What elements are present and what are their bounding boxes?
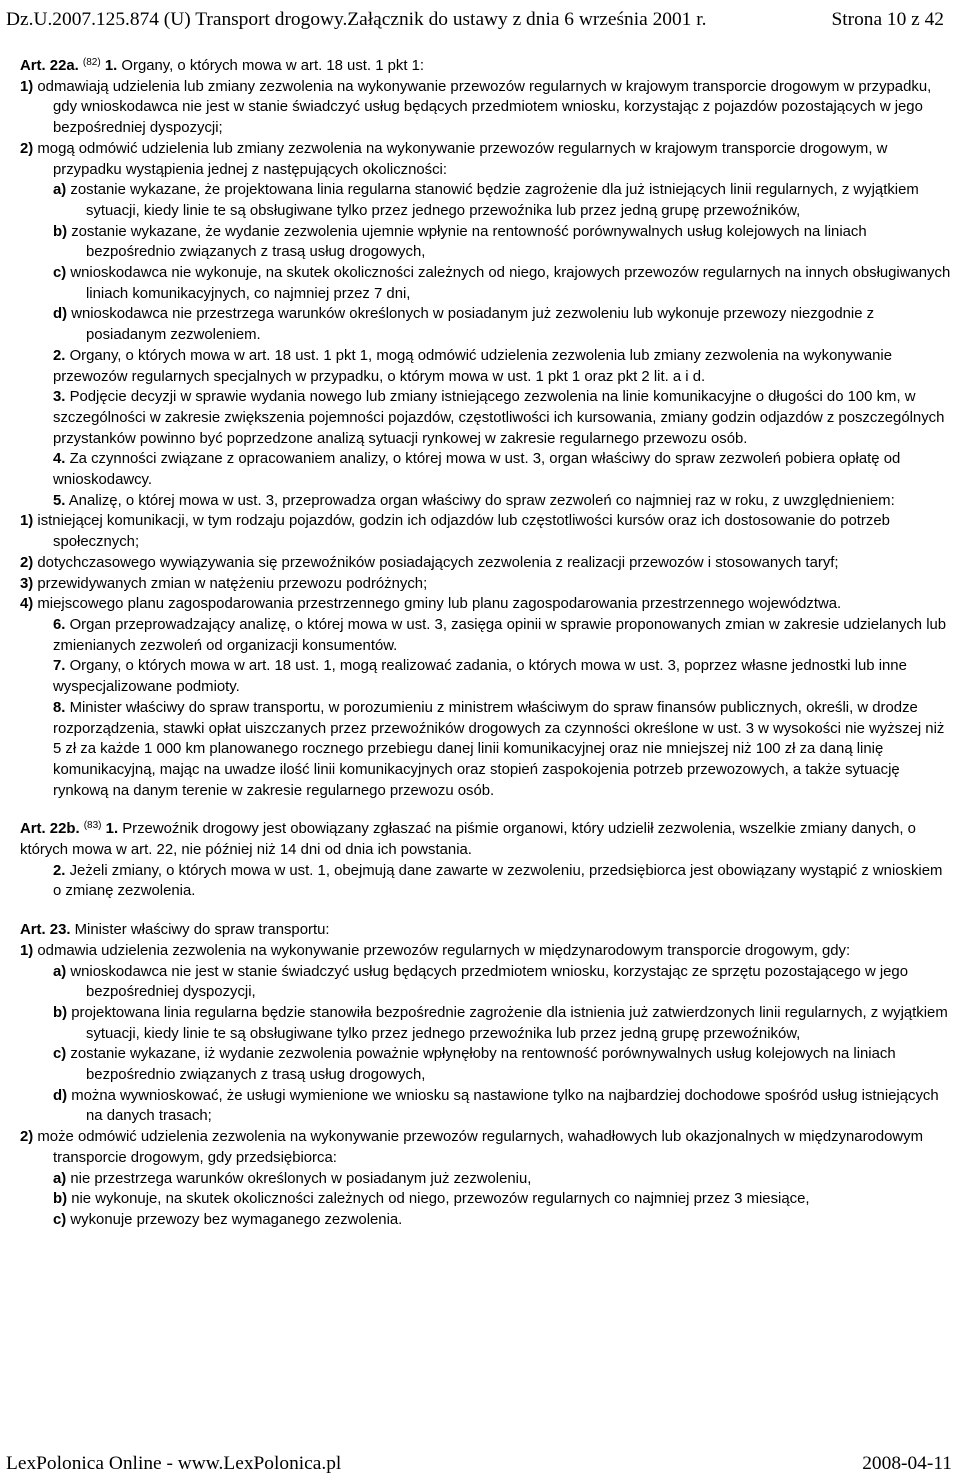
- letter-c: [20, 1210, 952, 1231]
- ust-number: 2.: [53, 862, 66, 879]
- ust-number: 7.: [53, 658, 66, 675]
- point-text: mogą odmówić udzielenia lub zmiany zezwolenia na wykonywanie przewozów regularnych w krajowym transporcie drogowym, w przypadku wystąpienia jednej z następujących okoliczności:: [37, 140, 888, 178]
- ust-6: [20, 615, 952, 656]
- page-number: Strona 10 z 42: [831, 9, 944, 30]
- ust-number: 4.: [53, 451, 66, 468]
- point-text: dotychczasowego wywiązywania się przewoźników posiadających zezwolenia z realizacji przewozów i stosowanych taryf;: [37, 554, 839, 571]
- ust-number: 6.: [53, 616, 66, 633]
- ust-4: [20, 449, 952, 490]
- ust-number: 8.: [53, 699, 66, 716]
- ust-number: 2.: [53, 347, 66, 364]
- letter-number: a): [53, 1170, 67, 1187]
- point-text: odmawia udzielenia zezwolenia na wykonywanie przewozów regularnych w międzynarodowym transporcie drogowym, gdy:: [37, 942, 851, 959]
- letter-b: [20, 222, 952, 263]
- letter-number: a): [53, 963, 67, 980]
- ust-text: Jeżeli zmiany, o których mowa w ust. 1, obejmują dane zawarte w zezwoleniu, przedsiębiorca jest obowiązany wystąpić z wnioskiem o zmianę zezwolenia.: [53, 862, 943, 900]
- ust-text: Organy, o których mowa w art. 18 ust. 1 pkt 1:: [121, 58, 425, 74]
- letter-number: b): [53, 1191, 68, 1208]
- letter-text: zostanie wykazane, że wydanie zezwolenia ujemnie wpłynie na rentowność porównywalnych usług kolejowych na liniach bezpośrednio związanych z trasą usług drogowych,: [71, 223, 867, 261]
- letter-text: wnioskodawca nie jest w stanie świadczyć usług będących przedmiotem wniosku, korzystając ze sprzętu pozostającego w jego bezpośredniej dyspozycji,: [70, 963, 908, 1001]
- point-text: może odmówić udzielenia zezwolenia na wykonywanie przewozów regularnych, wahadłowych lub okazjonalnych w międzynarodowym transporcie drogowym, gdy przedsiębiorca:: [37, 1129, 923, 1166]
- ust-text: Organy, o których mowa w art. 18 ust. 1 pkt 1, mogą odmówić udzielenia zezwolenia lub zmiany zezwolenia na wykonywanie przewozów regularnych specjalnych w przypadku, o którym mowa w ust. 1 pkt 1 oraz pkt 2 lit. a i d.: [53, 347, 892, 385]
- footnote-ref: (83): [83, 820, 102, 832]
- document-body: [20, 56, 952, 1231]
- point-2: [20, 553, 952, 574]
- letter-text: zostanie wykazane, że projektowana linia regularna stanowić będzie zagrożenie dla już istniejących linii regularnych, z wyjątkiem sytuacji, kiedy linie te są obsługiwane tylko przez jednego przewoźnika lub przez jedną grupę przewoźników,: [70, 182, 919, 219]
- letter-number: c): [53, 1046, 67, 1063]
- letter-text: wnioskodawca nie wykonuje, na skutek okoliczności zależnych od niego, krajowych przewozów regularnych na innych obsługiwanych liniach komunikacyjnych, co najmniej przez 7 dni,: [70, 265, 951, 302]
- letter-number: c): [53, 265, 67, 282]
- letter-d: [20, 304, 952, 345]
- point-1: [20, 941, 952, 962]
- ust-5: [20, 491, 952, 512]
- point-number: 1): [20, 513, 34, 530]
- ust-text: Przewoźnik drogowy jest obowiązany zgłaszać na piśmie organowi, który udzielił zezwolenia, wszelkie zmiany danych, o których mowa w art. 22, nie później niż 14 dni od dnia ich powstania.: [20, 821, 916, 859]
- article-number: Art. 23.: [20, 922, 71, 939]
- letter-b: [20, 1003, 952, 1044]
- letter-number: b): [53, 1004, 68, 1021]
- ust-7: [20, 656, 952, 697]
- ust-2: [20, 346, 952, 387]
- art-22b-heading: [20, 819, 952, 860]
- ust-3: [20, 387, 952, 449]
- letter-number: c): [53, 1211, 67, 1228]
- letter-c: [20, 1044, 952, 1085]
- point-number: 3): [20, 575, 34, 592]
- letter-text: zostanie wykazane, iż wydanie zezwolenia poważnie wpłynęłoby na rentowność porównywalnych usług kolejowych na liniach bezpośrednio związanych z trasą usług drogowych,: [70, 1046, 896, 1084]
- letter-text: nie wykonuje, na skutek okoliczności zależnych od niego, przewozów regularnych co najmniej przez 3 miesiące,: [71, 1191, 810, 1208]
- letter-d: [20, 1086, 952, 1127]
- point-text: przewidywanych zmian w natężeniu przewozu podróżnych;: [37, 575, 428, 592]
- art-22a-heading: [20, 56, 952, 77]
- point-3: [20, 574, 952, 595]
- letter-a: [20, 962, 952, 1003]
- letter-c: [20, 263, 952, 304]
- article-number: Art. 22b.: [20, 821, 80, 838]
- point-text: odmawiają udzielenia lub zmiany zezwolenia na wykonywanie przewozów regularnych w krajowym transporcie drogowym w przypadku, gdy wnioskodawca nie jest w stanie świadczyć usług będących przedmiotem wniosku, korzystając z pojazdów pozostających w jego bezpośredniej dyspozycji;: [37, 78, 932, 137]
- ust-text: Organ przeprowadzający analizę, o której mowa w ust. 3, zasięga opinii w sprawie proponowanych zmian w zakresie udzielanych lub zmienianych zezwoleń od organizacji konsumentów.: [53, 616, 947, 654]
- ust-number: 1.: [105, 821, 119, 838]
- ust-text: Analizę, o której mowa w ust. 3, przeprowadza organ właściwy do spraw zezwoleń co najmniej raz w roku, z uwzględnieniem:: [68, 492, 895, 509]
- point-number: 2): [20, 140, 34, 157]
- point-1: [20, 77, 952, 139]
- ust-2: [20, 861, 952, 902]
- ust-text: Minister właściwy do spraw transportu, w porozumieniu z ministrem właściwym do spraw finansów publicznych, określi, w drodze rozporządzenia, stawki opłat uiszczanych przez przewoźników drogowych za czynności określone w ust. 3 w wysokości nie wyższej niż 5 zł za każde 1 000 km planowanego rocznego przebiegu danej linii komunikacyjnej oraz nie mniejszej niż 100 zł za daną linię komunikacyjną, mając na uwadze ilość linii komunikacyjnych oraz stopień zaspokojenia potrzeb przewozowych, a także sytuację rynkową na danym terenie w zakresie regularnego przewozu osób.: [53, 699, 945, 799]
- letter-number: b): [53, 223, 68, 240]
- point-4: [20, 594, 952, 615]
- point-number: 1): [20, 78, 34, 95]
- letter-b: [20, 1189, 952, 1210]
- point-number: 4): [20, 596, 34, 613]
- footer-date: 2008-04-11: [862, 1453, 952, 1474]
- letter-text: wykonuje przewozy bez wymaganego zezwolenia.: [70, 1211, 403, 1228]
- point-number: 2): [20, 1129, 34, 1146]
- point-2: [20, 1127, 952, 1168]
- article-number: Art. 22a.: [20, 58, 79, 74]
- letter-number: d): [53, 306, 68, 323]
- letter-a: [20, 1169, 952, 1190]
- ust-text: Podjęcie decyzji w sprawie wydania nowego lub zmiany istniejącego zezwolenia na linie komunikacyjne o długości do 100 km, w szczególności w zakresie zwiększenia pojemności pojazdów, częstotliwości ich kursowania, zmiany godzin odjazdów z poszczególnych przystanków powinno być poprzedzone analizą sytuacji rynkowej w zakresie regularnego przewozu osób.: [53, 389, 945, 447]
- letter-text: nie przestrzega warunków określonych w posiadanym już zezwoleniu,: [70, 1170, 532, 1187]
- footnote-ref: (82): [82, 57, 101, 68]
- document-title: Dz.U.2007.125.874 (U) Transport drogowy.Załącznik do ustawy z dnia 6 września 2001 r.: [6, 9, 707, 30]
- point-text: istniejącej komunikacji, w tym rodzaju pojazdów, godzin ich odjazdów lub częstotliwości kursów oraz ich dostosowanie do potrzeb społecznych;: [37, 513, 890, 551]
- letter-text: wnioskodawca nie przestrzega warunków określonych w posiadanym już zezwoleniu lub wykonuje przewozy niezgodnie z posiadanym zezwoleniem.: [71, 306, 875, 344]
- ust-text: Za czynności związane z opracowaniem analizy, o której mowa w ust. 3, organ właściwy do spraw zezwoleń pobiera opłatę od wnioskodawcy.: [53, 451, 901, 489]
- letter-text: można wywnioskować, że usługi wymienione we wniosku są nastawione tylko na najbardziej dochodowe spośród usług istniejących na danych trasach;: [71, 1087, 939, 1125]
- point-number: 1): [20, 942, 34, 959]
- article-intro: Minister właściwy do spraw transportu:: [74, 922, 330, 939]
- point-2: [20, 139, 952, 180]
- letter-a: [20, 180, 952, 221]
- point-text: miejscowego planu zagospodarowania przestrzennego gminy lub planu zagospodarowania przestrzennego województwa.: [37, 596, 842, 613]
- ust-number: 5.: [53, 492, 66, 509]
- footer-site: LexPolonica Online - www.LexPolonica.pl: [6, 1453, 342, 1474]
- letter-number: a): [53, 182, 67, 199]
- art-23-heading: [20, 920, 952, 941]
- letter-text: projektowana linia regularna będzie stanowiła bezpośrednie zagrożenie dla istnienia już zatwierdzonych linii regularnych, z wyjątkiem sytuacji, kiedy linie te są obsługiwane tylko przez jednego przewoźnika lub przez jedną grupę przewoźników,: [71, 1004, 948, 1042]
- point-1: [20, 511, 952, 552]
- point-number: 2): [20, 554, 34, 571]
- ust-text: Organy, o których mowa w art. 18 ust. 1, mogą realizować zadania, o których mowa w ust. 3, poprzez własne jednostki lub inne wyspecjalizowane podmioty.: [53, 658, 907, 696]
- letter-number: d): [53, 1087, 68, 1104]
- ust-number: 1.: [104, 58, 118, 74]
- ust-8: [20, 698, 952, 802]
- ust-number: 3.: [53, 389, 66, 406]
